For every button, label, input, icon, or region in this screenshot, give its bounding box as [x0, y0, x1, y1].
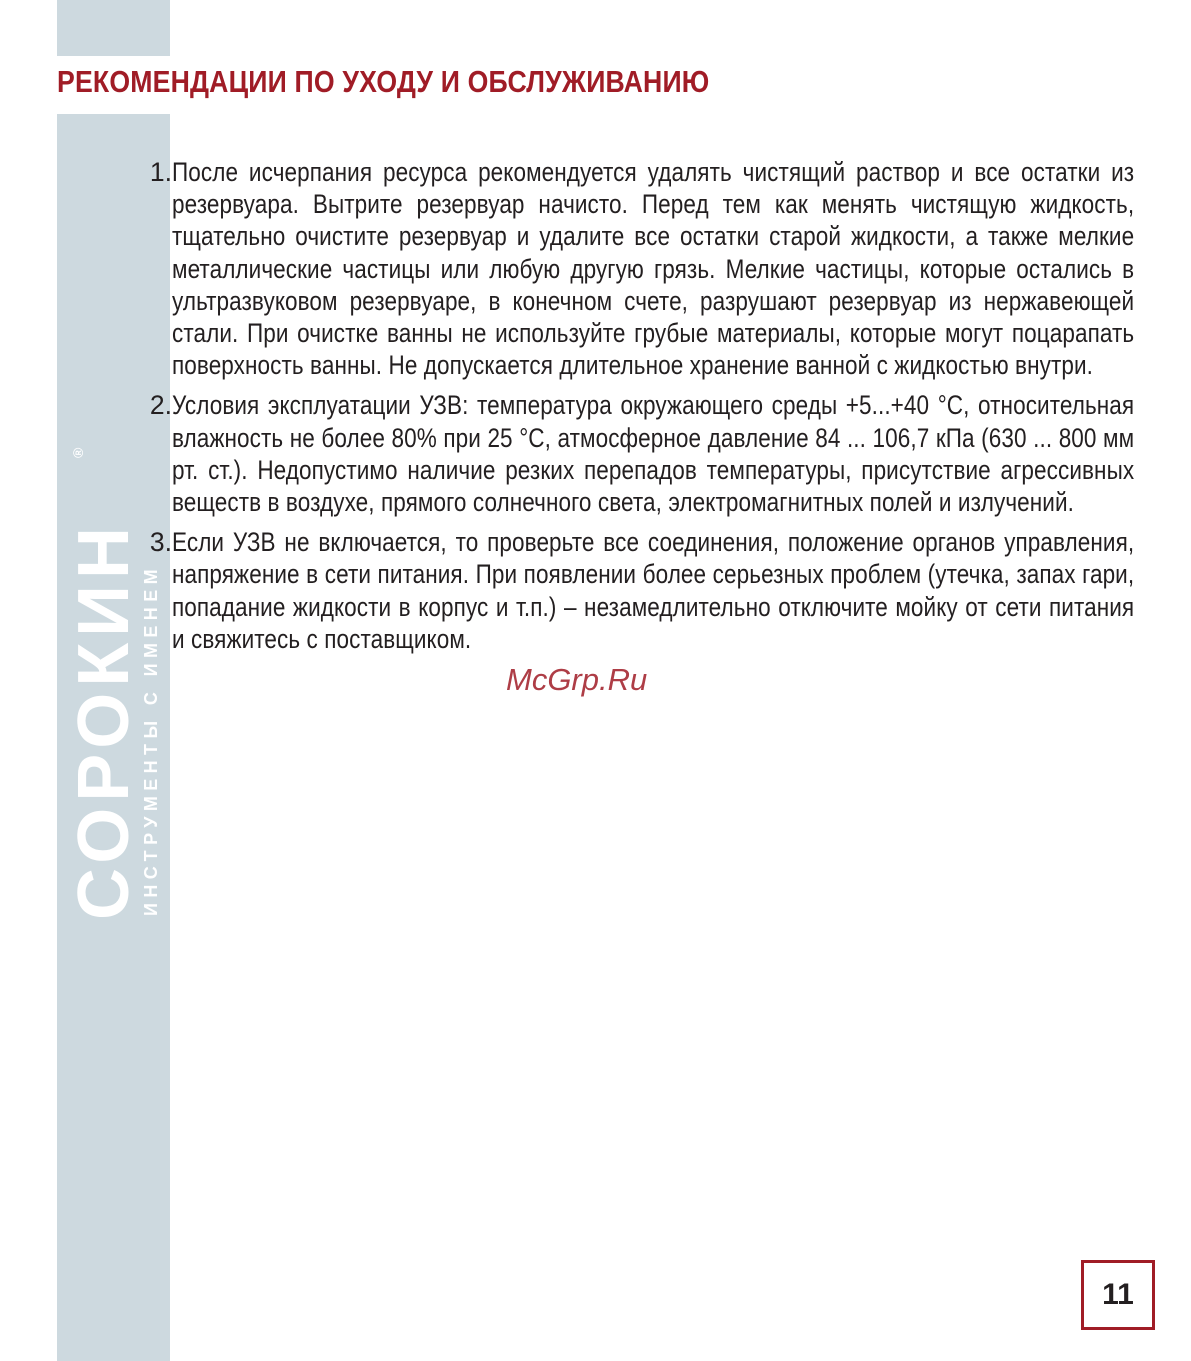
item-text: Если УЗВ не включается, то проверьте все соединения, положение органов управления, напряжение в сети питания. При появлении более серьезных проблем (утечка, запах гари, попадание жидкости в корпус и т.п.) – незамедлительно отключите мойку от сети питания и свяжитесь с поставщиком. [172, 527, 1135, 654]
page-number-box [1081, 1260, 1155, 1330]
list-item [130, 156, 1134, 381]
item-number: 1. [149, 157, 172, 187]
item-number: 2. [149, 390, 172, 421]
brand-logo-text: СОРОКИН [64, 521, 144, 920]
item-number: 3. [149, 527, 172, 558]
list-item [130, 526, 1134, 655]
brand-tagline: ИНСТРУМЕНТЫ С ИМЕНЕМ [141, 563, 161, 916]
list-item [130, 389, 1134, 518]
item-text: Условия эксплуатации УЗВ: температура окружающего среды +5...+40 °С, относительная влажность не более 80% при 25 °С, атмосферное давление 84 ... 106,7 кПа (630 ... 800 мм рт. ст.). Недопустимо наличие резких перепадов температуры, присутствие агрессивных веществ в воздухе, прямого солнечного света, электромагнитных полей и излучений. [172, 390, 1135, 518]
page-number: 11 [1102, 1278, 1134, 1311]
page-title: РЕКОМЕНДАЦИИ ПО УХОДУ И ОБСЛУЖИВАНИЮ [57, 64, 710, 99]
watermark: McGrp.Ru [506, 662, 648, 697]
registered-mark: ® [70, 447, 86, 458]
item-text: После исчерпания ресурса рекомендуется удалять чистящий раствор и все остатки из резервуара. Вытрите резервуар начисто. Перед тем как менять чистящую жидкость, тщательно очистите резервуар и удалите все остатки старой жидкости, а также мелкие металлические частицы или любую другую грязь. Мелкие частицы, которые остались в ультразвуковом резервуаре, в конечном счете, разрушают резервуар из нержавеющей стали. При очистке ванны не используйте грубые материалы, которые могут поцарапать поверхность ванны. Не допускается длительное хранение ванной с жидкостью внутри. [172, 157, 1135, 381]
recommendations-list [130, 156, 1134, 663]
